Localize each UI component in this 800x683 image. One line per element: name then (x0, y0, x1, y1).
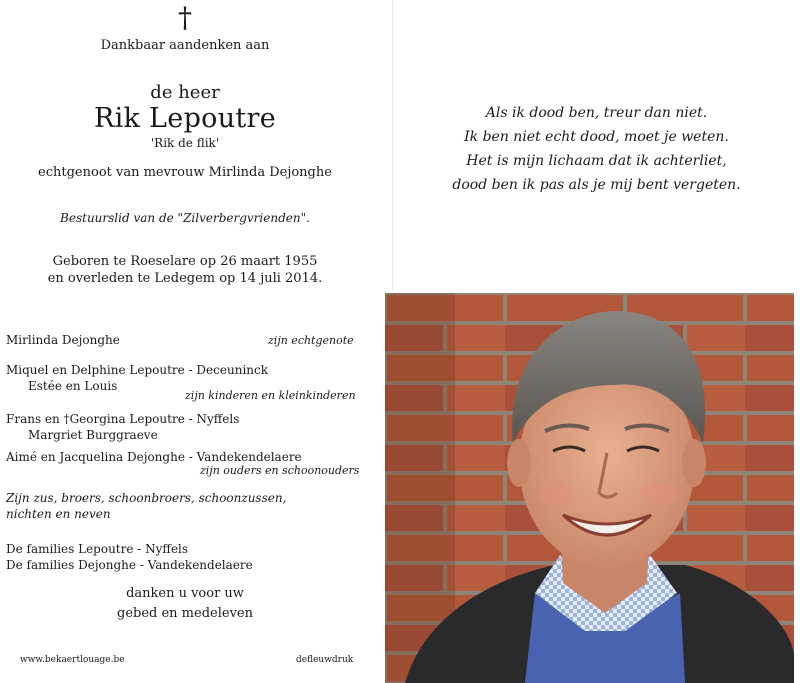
family-spouse-relation: zijn echtgenote (268, 334, 354, 347)
poem-line-1: Als ik dood ben, treur dan niet. (485, 105, 708, 121)
family-dejonghe: De families Dejonghe - Vandekendelaere (6, 558, 253, 572)
closing-text (0, 584, 370, 624)
family-children-relation: zijn kinderen en kleinkinderen (185, 389, 356, 402)
printer-credit: defleuwdruk (296, 655, 354, 665)
family-parents-relation: zijn ouders en schoonouders (200, 464, 360, 477)
birth-line: Geboren te Roeselare op 26 maart 1955 (52, 254, 318, 269)
poem-line-2: Ik ben niet echt dood, moet je weten. (464, 129, 729, 145)
family-father-partner: Margriet Burggraeve (28, 428, 158, 442)
family-cousins: nichten en neven (6, 507, 111, 521)
family-in-laws: Aimé en Jacquelina Dejonghe - Vandekendelaere (6, 450, 302, 464)
funeral-home-website: www.bekaertlouage.be (20, 655, 125, 665)
membership-line: Bestuurslid van de "Zilverbergvrienden". (60, 211, 310, 225)
cross-icon: † (178, 1, 192, 34)
family-lepoutre: De families Lepoutre - Nyffels (6, 542, 189, 556)
family-spouse: Mirlinda Dejonghe (6, 333, 120, 347)
family-siblings: Zijn zus, broers, schoonbroers, schoonzussen, (6, 491, 287, 505)
poem-line-3: Het is mijn lichaam dat ik achterliet, (466, 153, 727, 169)
portrait-photo (385, 293, 794, 683)
family-grandchildren: Estée en Louis (28, 379, 118, 393)
spouse-line: echtgenoot van mevrouw Mirlinda Dejonghe (38, 165, 332, 180)
family-children: Miquel en Delphine Lepoutre - Deceuninck (6, 363, 268, 377)
honorific: de heer (150, 82, 220, 103)
closing-line-2: gebed en medeleven (117, 606, 253, 621)
life-dates (0, 253, 370, 287)
poem-line-4: dood ben ik pas als je mij bent vergeten. (452, 177, 741, 193)
intro-text: Dankbaar aandenken aan (100, 38, 270, 53)
deceased-name: Rik Lepoutre (93, 103, 277, 134)
nickname: 'Rik de flik' (150, 136, 220, 150)
death-line: en overleden te Ledegem op 14 juli 2014. (47, 271, 323, 286)
closing-line-1: danken u voor uw (126, 586, 244, 601)
poem (393, 101, 800, 197)
family-father: Frans en †Georgina Lepoutre - Nyffels (6, 412, 240, 426)
